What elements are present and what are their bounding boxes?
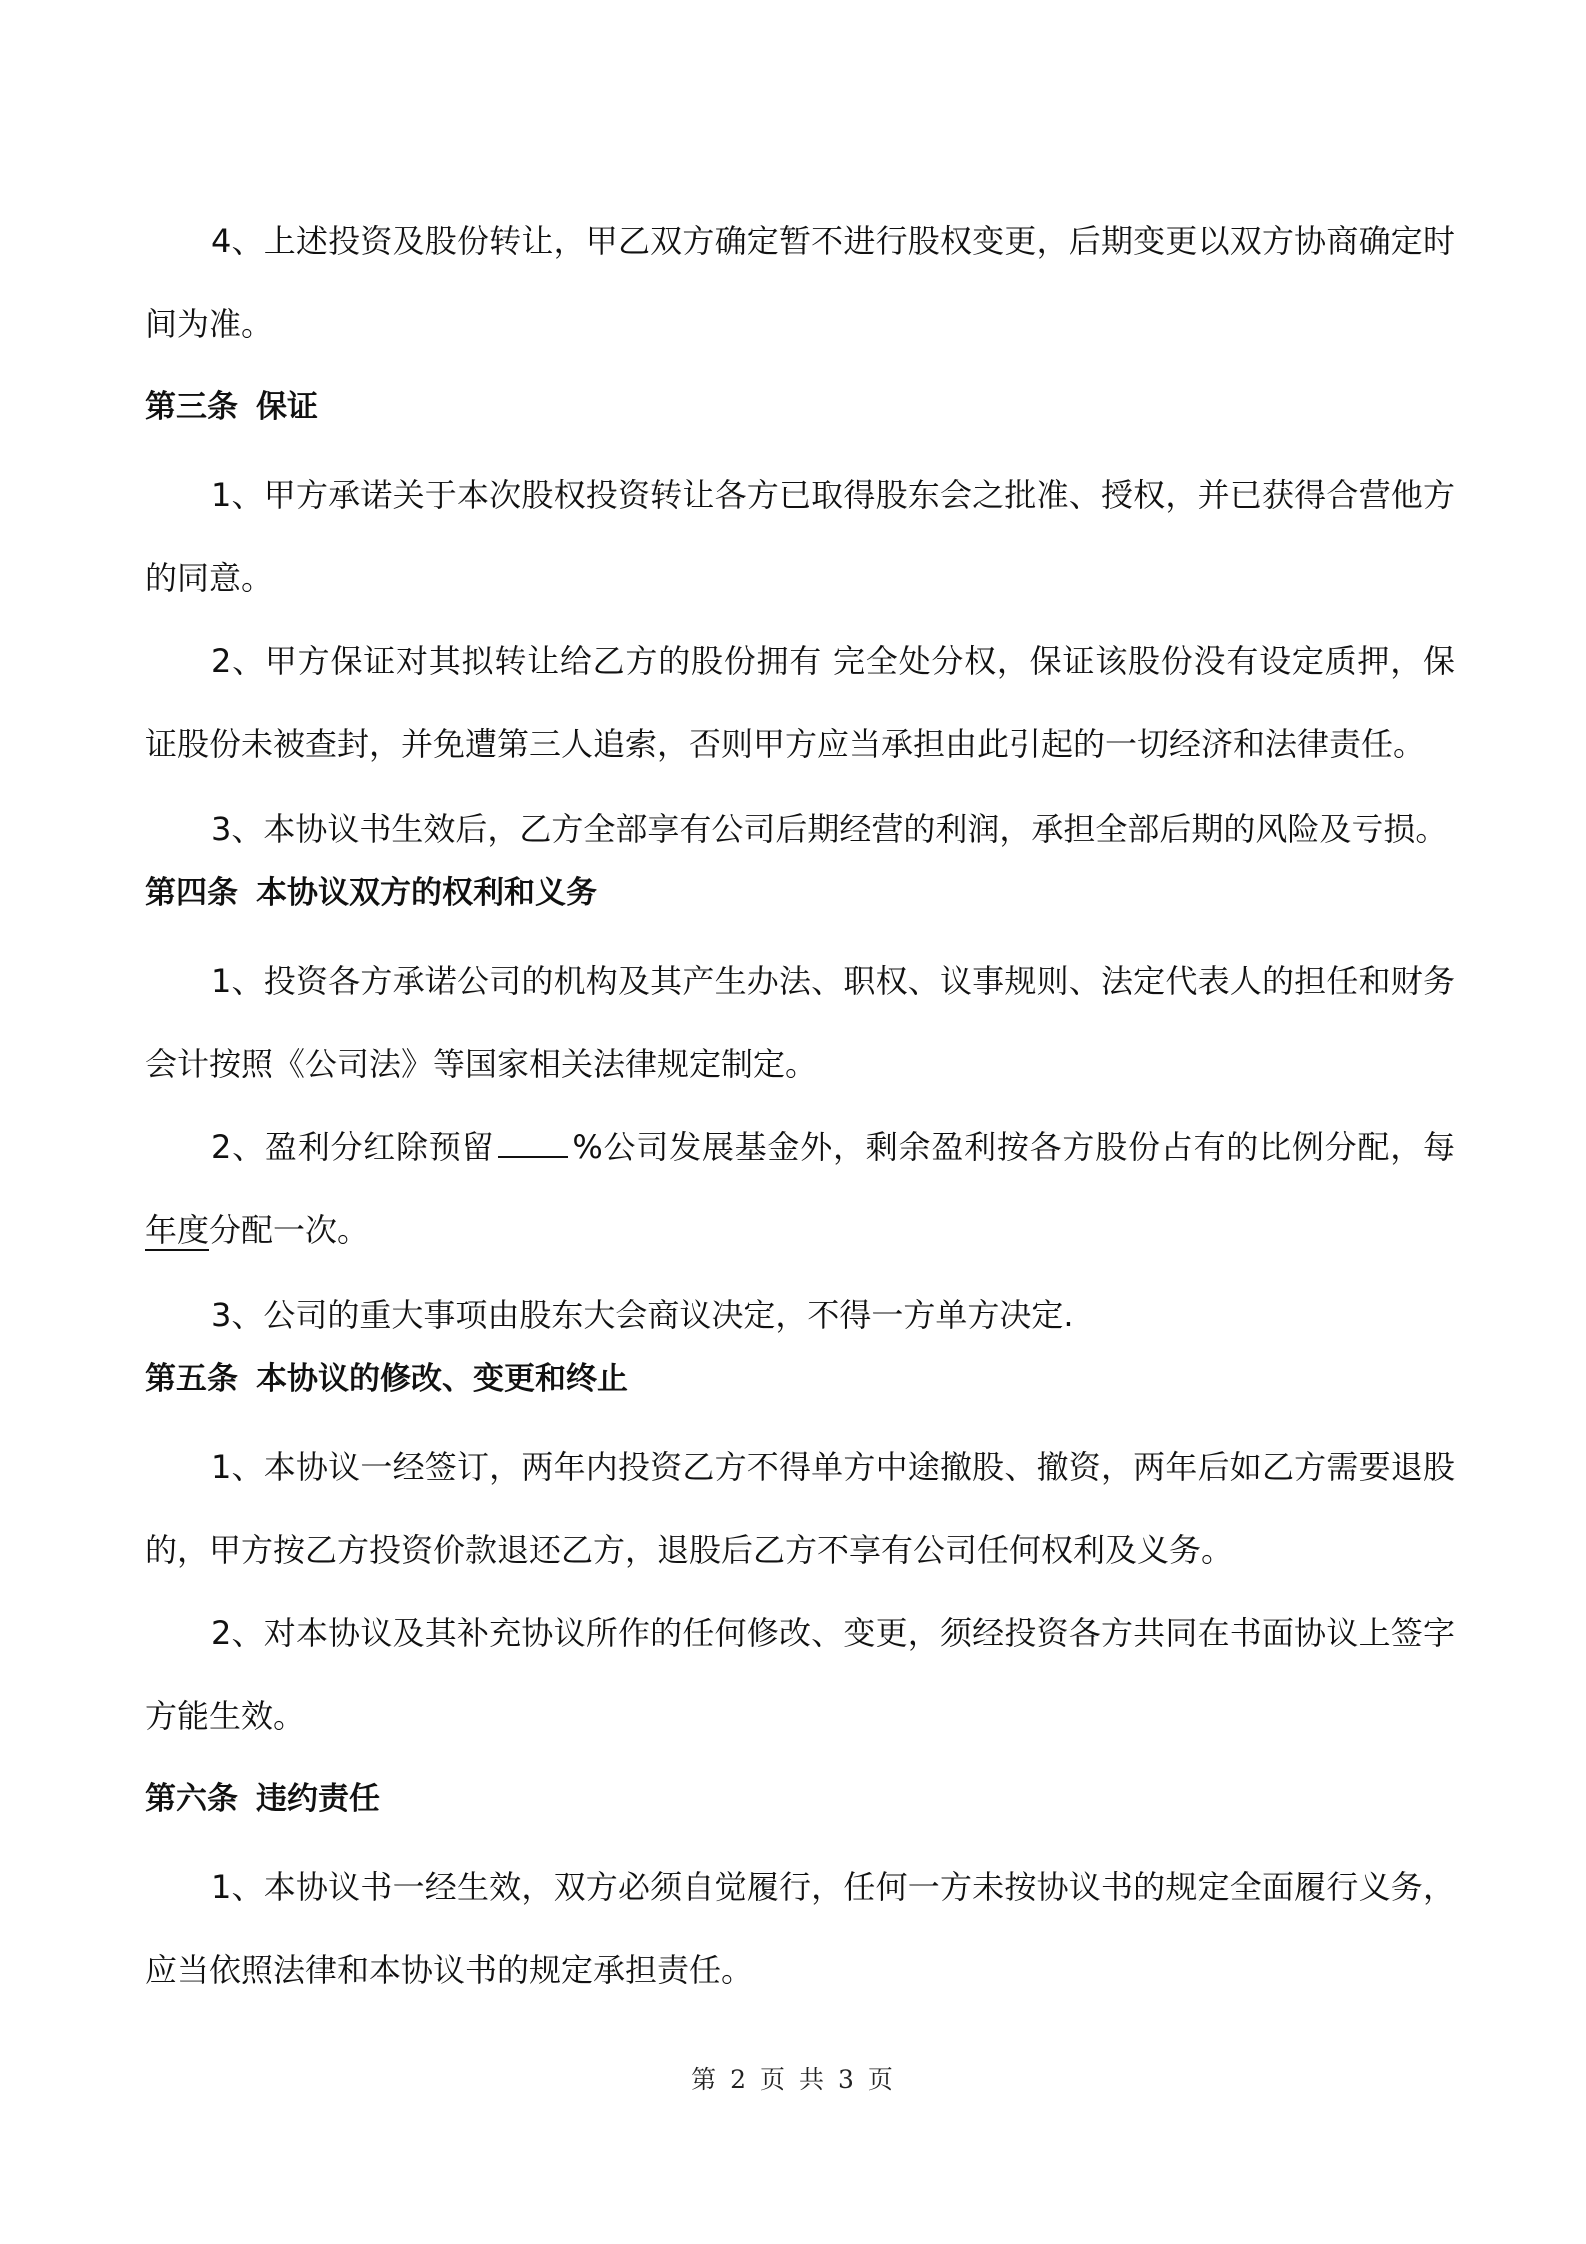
document-body (145, 200, 1455, 2012)
article-3-item-2: 2、甲方保证对其拟转让给乙方的股份拥有 完全处分权，保证该股份没有设定质押，保证股份未被查封，并免遭第三人追索，否则甲方应当承担由此引起的一切经济和法律责任。 (145, 642, 1455, 763)
article-5-heading (145, 1358, 1455, 1400)
footer-di: 第 (691, 2065, 719, 2094)
article-number: 第四条 (145, 875, 238, 911)
clause-2-item-4: 4、上述投资及股份转让，甲乙双方确定暂不进行股权变更，后期变更以双方协商确定时间为准。 (145, 222, 1455, 343)
footer-gong: 共 (799, 2065, 827, 2094)
article-4-item-2 (145, 1106, 1455, 1272)
article-3-heading (145, 386, 1455, 428)
text-after-blank: %公司发展基金外，剩余盈利按各方股份占有的比例分配，每 (572, 1128, 1455, 1166)
article-6-item-1: 1、本协议书一经生效，双方必须自觉履行，任何一方未按协议书的规定全面履行义务，应当依照法律和本协议书的规定承担责任。 (145, 1868, 1455, 1989)
underlined-char: 度 (177, 1211, 210, 1249)
article-title: 保证 (256, 389, 318, 425)
article-title: 违约责任 (256, 1781, 380, 1817)
footer-ye: 页 (759, 2065, 787, 2094)
article-3-item-3: 3、本协议书生效后，乙方全部享有公司后期经营的利润，承担全部后期的风险及亏损。 (211, 810, 1448, 848)
article-title: 本协议的修改、变更和终止 (256, 1361, 628, 1397)
article-title: 本协议双方的权利和义务 (256, 875, 597, 911)
article-number: 第五条 (145, 1361, 238, 1397)
page-number: 2 (730, 2065, 748, 2094)
article-4-item-3: 3、公司的重大事项由股东大会商议决定，不得一方单方决定. (211, 1296, 1074, 1334)
text-before-blank: 2、盈利分红除预留 (211, 1128, 495, 1166)
article-4-item-1: 1、投资各方承诺公司的机构及其产生办法、职权、议事规则、法定代表人的担任和财务会计按照《公司法》等国家相关法律规定制定。 (145, 962, 1455, 1083)
article-6-heading (145, 1778, 1455, 1820)
article-number: 第三条 (145, 389, 238, 425)
underlined-char: 年 (145, 1211, 178, 1249)
total-pages: 3 (838, 2065, 856, 2094)
footer-ye: 页 (867, 2065, 895, 2094)
text-rest: 分配一次。 (209, 1211, 370, 1249)
article-5-item-1: 1、本协议一经签订，两年内投资乙方不得单方中途撤股、撤资，两年后如乙方需要退股的，甲方按乙方投资价款退还乙方，退股后乙方不享有公司任何权利及义务。 (145, 1448, 1455, 1569)
page-footer (0, 2060, 1586, 2096)
article-5-item-2: 2、对本协议及其补充协议所作的任何修改、变更，须经投资各方共同在书面协议上签字方能生效。 (145, 1614, 1455, 1735)
article-number: 第六条 (145, 1781, 238, 1817)
article-4-heading (145, 872, 1455, 914)
article-3-item-1: 1、甲方承诺关于本次股权投资转让各方已取得股东会之批准、授权，并已获得合营他方的同意。 (145, 476, 1455, 597)
fill-in-blank (498, 1128, 568, 1158)
